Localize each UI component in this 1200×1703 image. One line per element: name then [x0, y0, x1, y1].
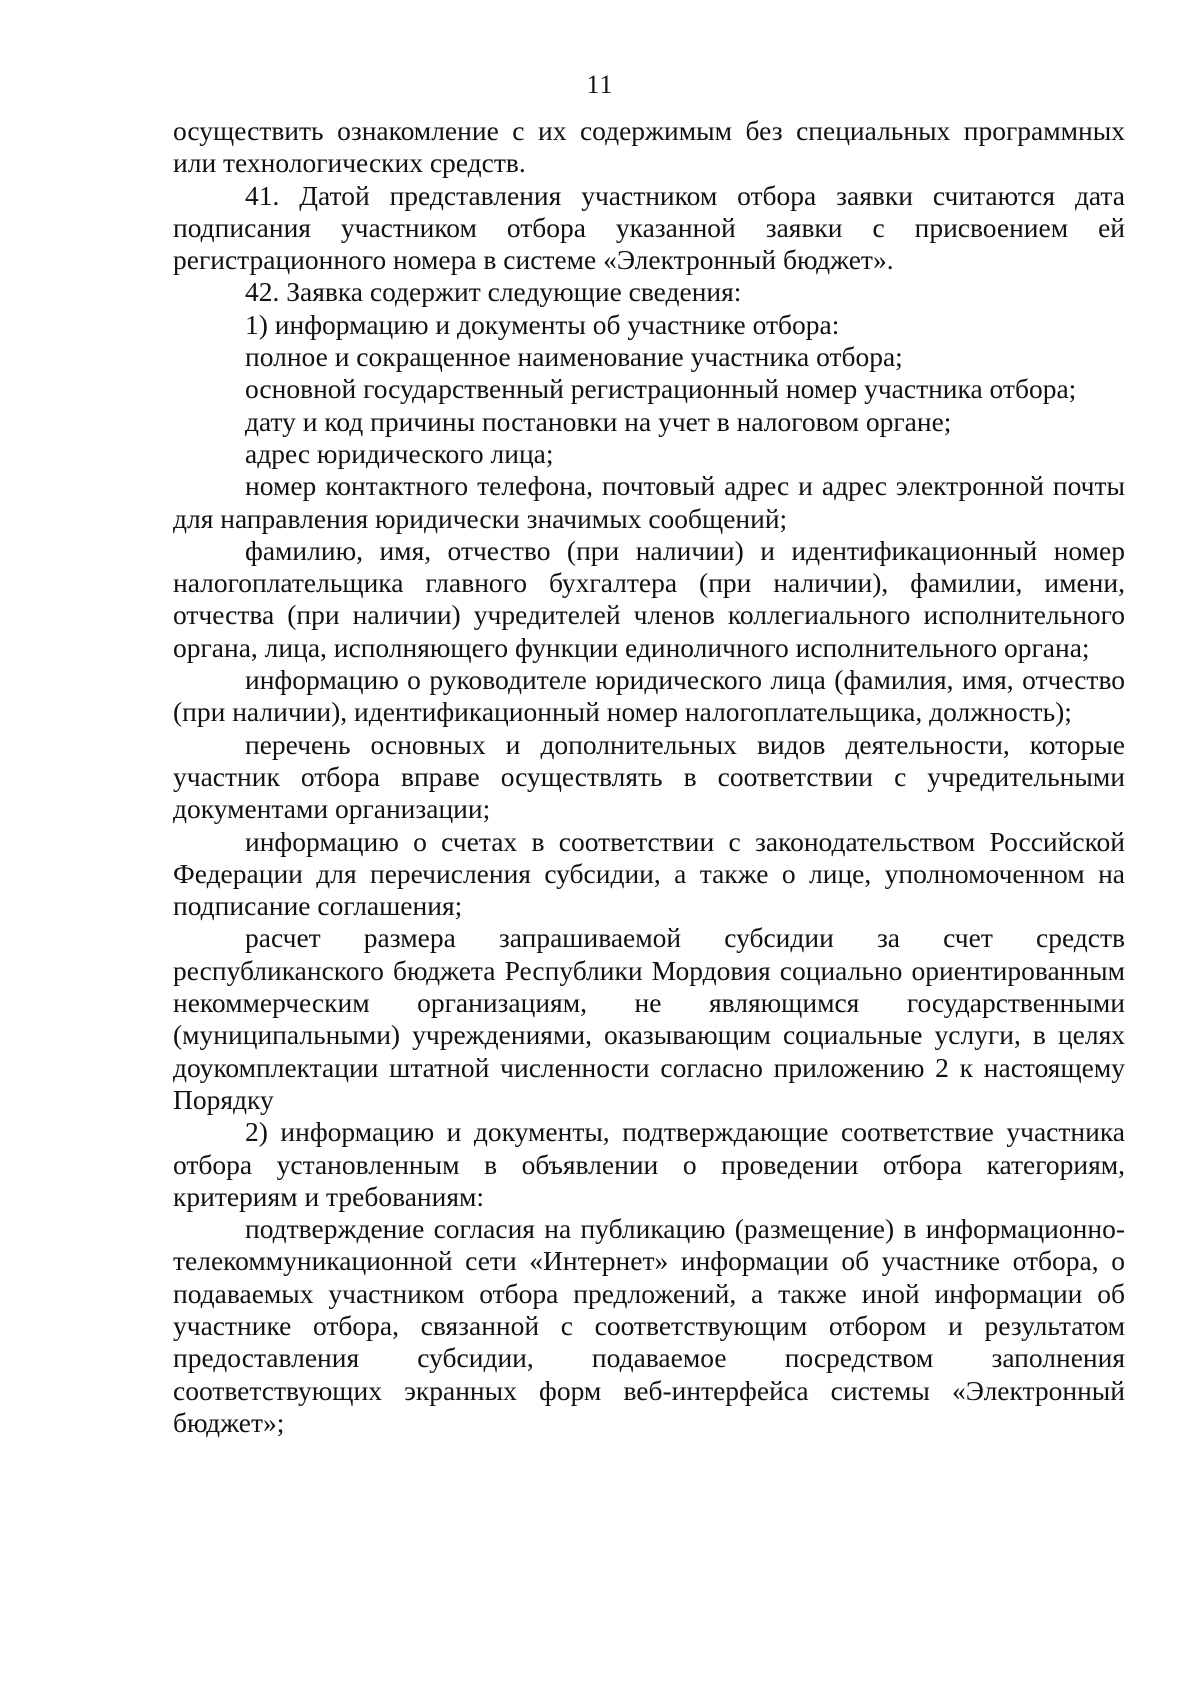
page-number: 11 [586, 70, 614, 99]
list-item-activities: перечень основных и дополнительных видов деятельности, которые участник отбора вправе осуществлять в соответствии с учредительными документами организации; [173, 728, 1125, 825]
list-item-address: адрес юридического лица; [245, 437, 554, 469]
list-item-2: 2) информацию и документы, подтверждающие соответствие участника отбора установленным в объявлении о проведении отбора категориям, критериям и требованиям: [173, 1116, 1125, 1212]
list-item-accounts: информацию о счетах в соответствии с законодательством Российской Федерации для перечисления субсидии, а также о лице, уполномоченном на подписание соглашения; [173, 825, 1125, 922]
paragraph-continuation: осуществить ознакомление с их содержимым без специальных программных или технологических средств. [173, 115, 1125, 179]
list-item-head-info: информацию о руководителе юридического лица (фамилия, имя, отчество (при наличии), идентификационный номер налогоплательщика, должность); [173, 664, 1125, 728]
list-item-name: полное и сокращенное наименование участника отбора; [245, 341, 903, 373]
list-item-ogrn: основной государственный регистрационный номер участника отбора; [245, 373, 1077, 405]
list-item-publication-consent: подтверждение согласия на публикацию (размещение) в информационно-телекоммуникационной сети «Интернет» информации об участнике отбора, о подаваемых участником отбора предложений, а также иной информации об участнике отбора, связанной с соответствующим отбором и результатом предоставления субсидии, подаваемое посредством заполнения соответствующих экранных форм веб-интерфейса системы «Электронный бюджет»; [173, 1213, 1125, 1438]
list-item-subsidy-calculation: расчет размера запрашиваемой субсидии за счет средств республиканского бюджета Республики Мордовия социально ориентированным некоммерческим организациям, не являющимся государственными (муниципальными) учреждениями, оказывающим социальные услуги, в целях доукомплектации штатной численности согласно приложению 2 к настоящему Порядку [173, 922, 1125, 1115]
list-item-accountant-founders: фамилию, имя, отчество (при наличии) и идентификационный номер налогоплательщика главного бухгалтера (при наличии), фамилии, имени, отчества (при наличии) учредителей членов коллегиального исполнительного органа, лица, исполняющего функции единоличного исполнительного органа; [173, 534, 1125, 663]
list-item-tax-registration: дату и код причины постановки на учет в налоговом органе; [245, 405, 952, 437]
list-item-1: 1) информацию и документы об участнике отбора: [245, 308, 840, 340]
paragraph-42: 42. Заявка содержит следующие сведения: [245, 276, 742, 308]
list-item-contacts: номер контактного телефона, почтовый адрес и адрес электронной почты для направления юридически значимых сообщений; [173, 470, 1125, 534]
paragraph-41: 41. Датой представления участником отбора заявки считаются дата подписания участником отбора указанной заявки с присвоением ей регистрационного номера в системе «Электронный бюджет». [173, 179, 1125, 276]
document-body [173, 115, 1125, 1439]
